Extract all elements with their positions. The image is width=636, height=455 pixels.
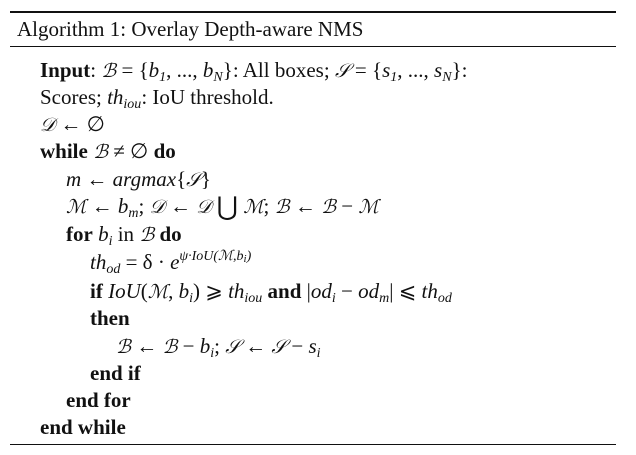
keyword-input: Input	[40, 58, 91, 82]
algorithm-title: Algorithm 1: Overlay Depth-aware NMS	[17, 17, 364, 41]
keyword-then: then	[90, 306, 130, 330]
keyword-end-while: end while	[40, 415, 126, 439]
algorithm-line-scores: Scores; $th_{iou}$: IoU threshold.	[40, 85, 274, 112]
algorithm-line-end-while	[40, 414, 126, 440]
algorithm-line-then	[90, 305, 130, 331]
algorithm-line-while: while ℬ ≠ ∅ do	[40, 139, 176, 163]
keyword-do: do	[153, 139, 176, 163]
keyword-for: for	[66, 222, 93, 246]
algorithm-line-update: ℳ ← $b_m$; 𝒟 ← 𝒟 ⋃ ℳ; ℬ ← ℬ − ℳ	[66, 192, 379, 221]
keyword-end-if: end if	[90, 361, 141, 385]
top-rule	[10, 11, 616, 13]
algorithm-line-if: if IoU(ℳ, $b_i$) ⩾ $th_{iou}$ and $|od_i - od_m|$ ⩽ $th_{od}$	[90, 279, 452, 306]
bottom-rule	[10, 444, 616, 445]
algorithm-line-for: for $b_i$ in ℬ do	[66, 222, 182, 249]
keyword-while: while	[40, 139, 88, 163]
keyword-if: if	[90, 279, 103, 303]
algorithm-line-end-if	[90, 360, 141, 386]
keyword-end-for: end for	[66, 388, 131, 412]
keyword-and: and	[267, 279, 302, 303]
algorithm-line-input: Input: ℬ = {$b_1$, ..., $b_N$}: All boxes; 𝒮 = {$s_1$, ..., $s_N$}:	[40, 58, 468, 85]
algorithm-line-end-for	[66, 387, 131, 413]
keyword-do: do	[159, 222, 182, 246]
title-rule	[10, 46, 616, 47]
algorithm-line-remove: ℬ ← ℬ − $b_i$; 𝒮 ← 𝒮 − $s_i$	[116, 334, 321, 361]
algorithm-line-threshold: $th_{od} = \delta \cdot e^{\psi\cdot IoU(ℳ,b_i)}$	[90, 249, 252, 277]
algorithm-line-argmax: m ← argmax{𝒮}	[66, 167, 211, 191]
algorithm-line-init: 𝒟 ← ∅	[40, 112, 105, 136]
